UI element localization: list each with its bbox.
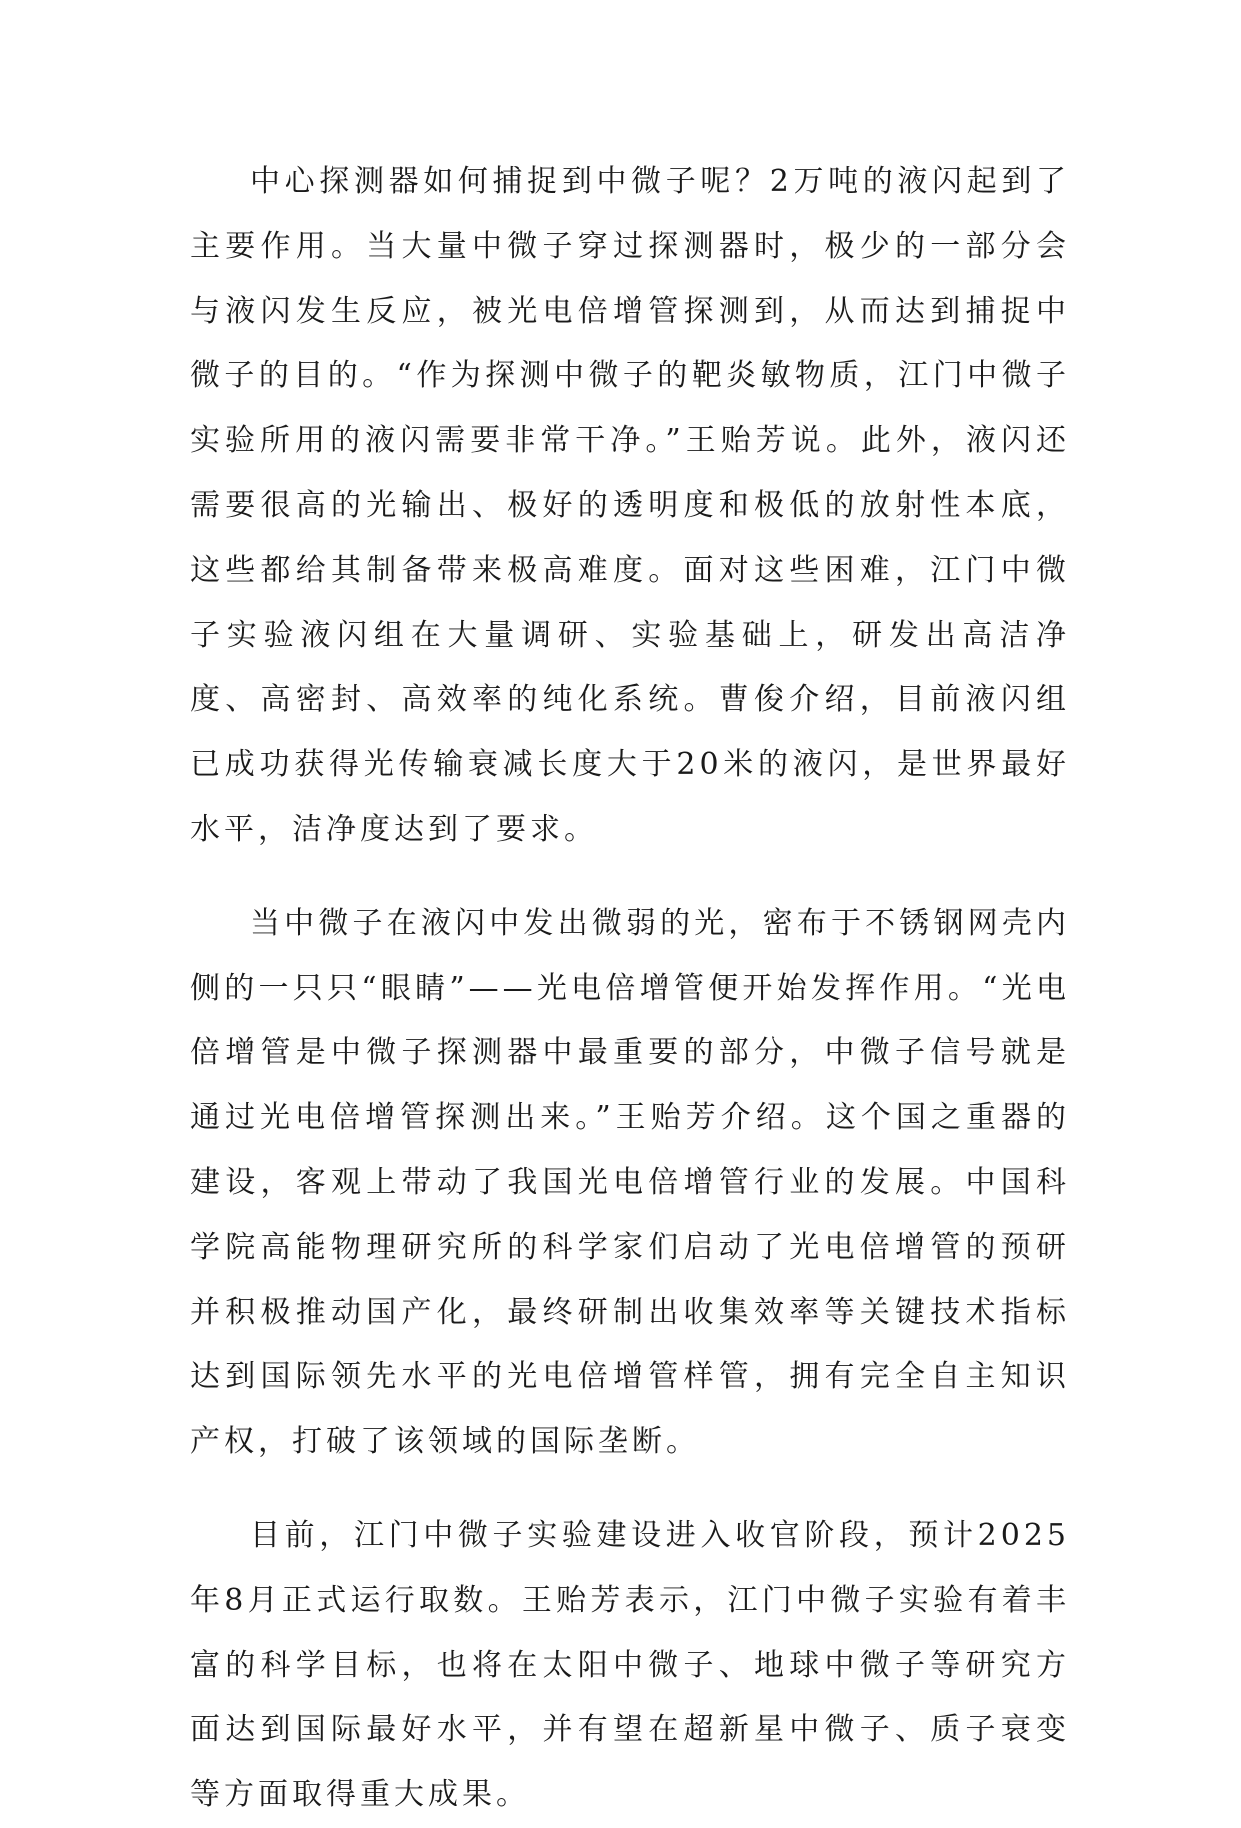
article-body xyxy=(190,150,1070,1828)
paragraph-photomultiplier-tubes: 当中微子在液闪中发出微弱的光，密布于不锈钢网壳内侧的一只只“眼睛”——光电倍增管便开始发挥作用。“光电倍增管是中微子探测器中最重要的部分，中微子信号就是通过光电倍增管探测出来。”王贻芳介绍。这个国之重器的建设，客观上带动了我国光电倍增管行业的发展。中国科学院高能物理研究所的科学家们启动了光电倍增管的预研并积极推动国产化，最终研制出收集效率等关键技术指标达到国际领先水平的光电倍增管样管，拥有完全自主知识产权，打破了该领域的国际垄断。 xyxy=(190,905,1070,1460)
paragraph-liquid-scintillator: 中心探测器如何捕捉到中微子呢？2万吨的液闪起到了主要作用。当大量中微子穿过探测器时，极少的一部分会与液闪发生反应，被光电倍增管探测到，从而达到捕捉中微子的目的。“作为探测中微子的靶炎敏物质，江门中微子实验所用的液闪需要非常干净。”王贻芳说。此外，液闪还需要很高的光输出、极好的透明度和极低的放射性本底，这些都给其制备带来极高难度。面对这些困难，江门中微子实验液闪组在大量调研、实验基础上，研发出高洁净度、高密封、高效率的纯化系统。曹俊介绍，目前液闪组已成功获得光传输衰减长度大于20米的液闪，是世界最好水平，洁净度达到了要求。 xyxy=(190,164,1070,847)
paragraph-project-status: 目前，江门中微子实验建设进入收官阶段，预计2025年8月正式运行取数。王贻芳表示，江门中微子实验有着丰富的科学目标，也将在太阳中微子、地球中微子等研究方面达到国际最好水平，并有望在超新星中微子、质子衰变等方面取得重大成果。 xyxy=(190,1517,1070,1813)
